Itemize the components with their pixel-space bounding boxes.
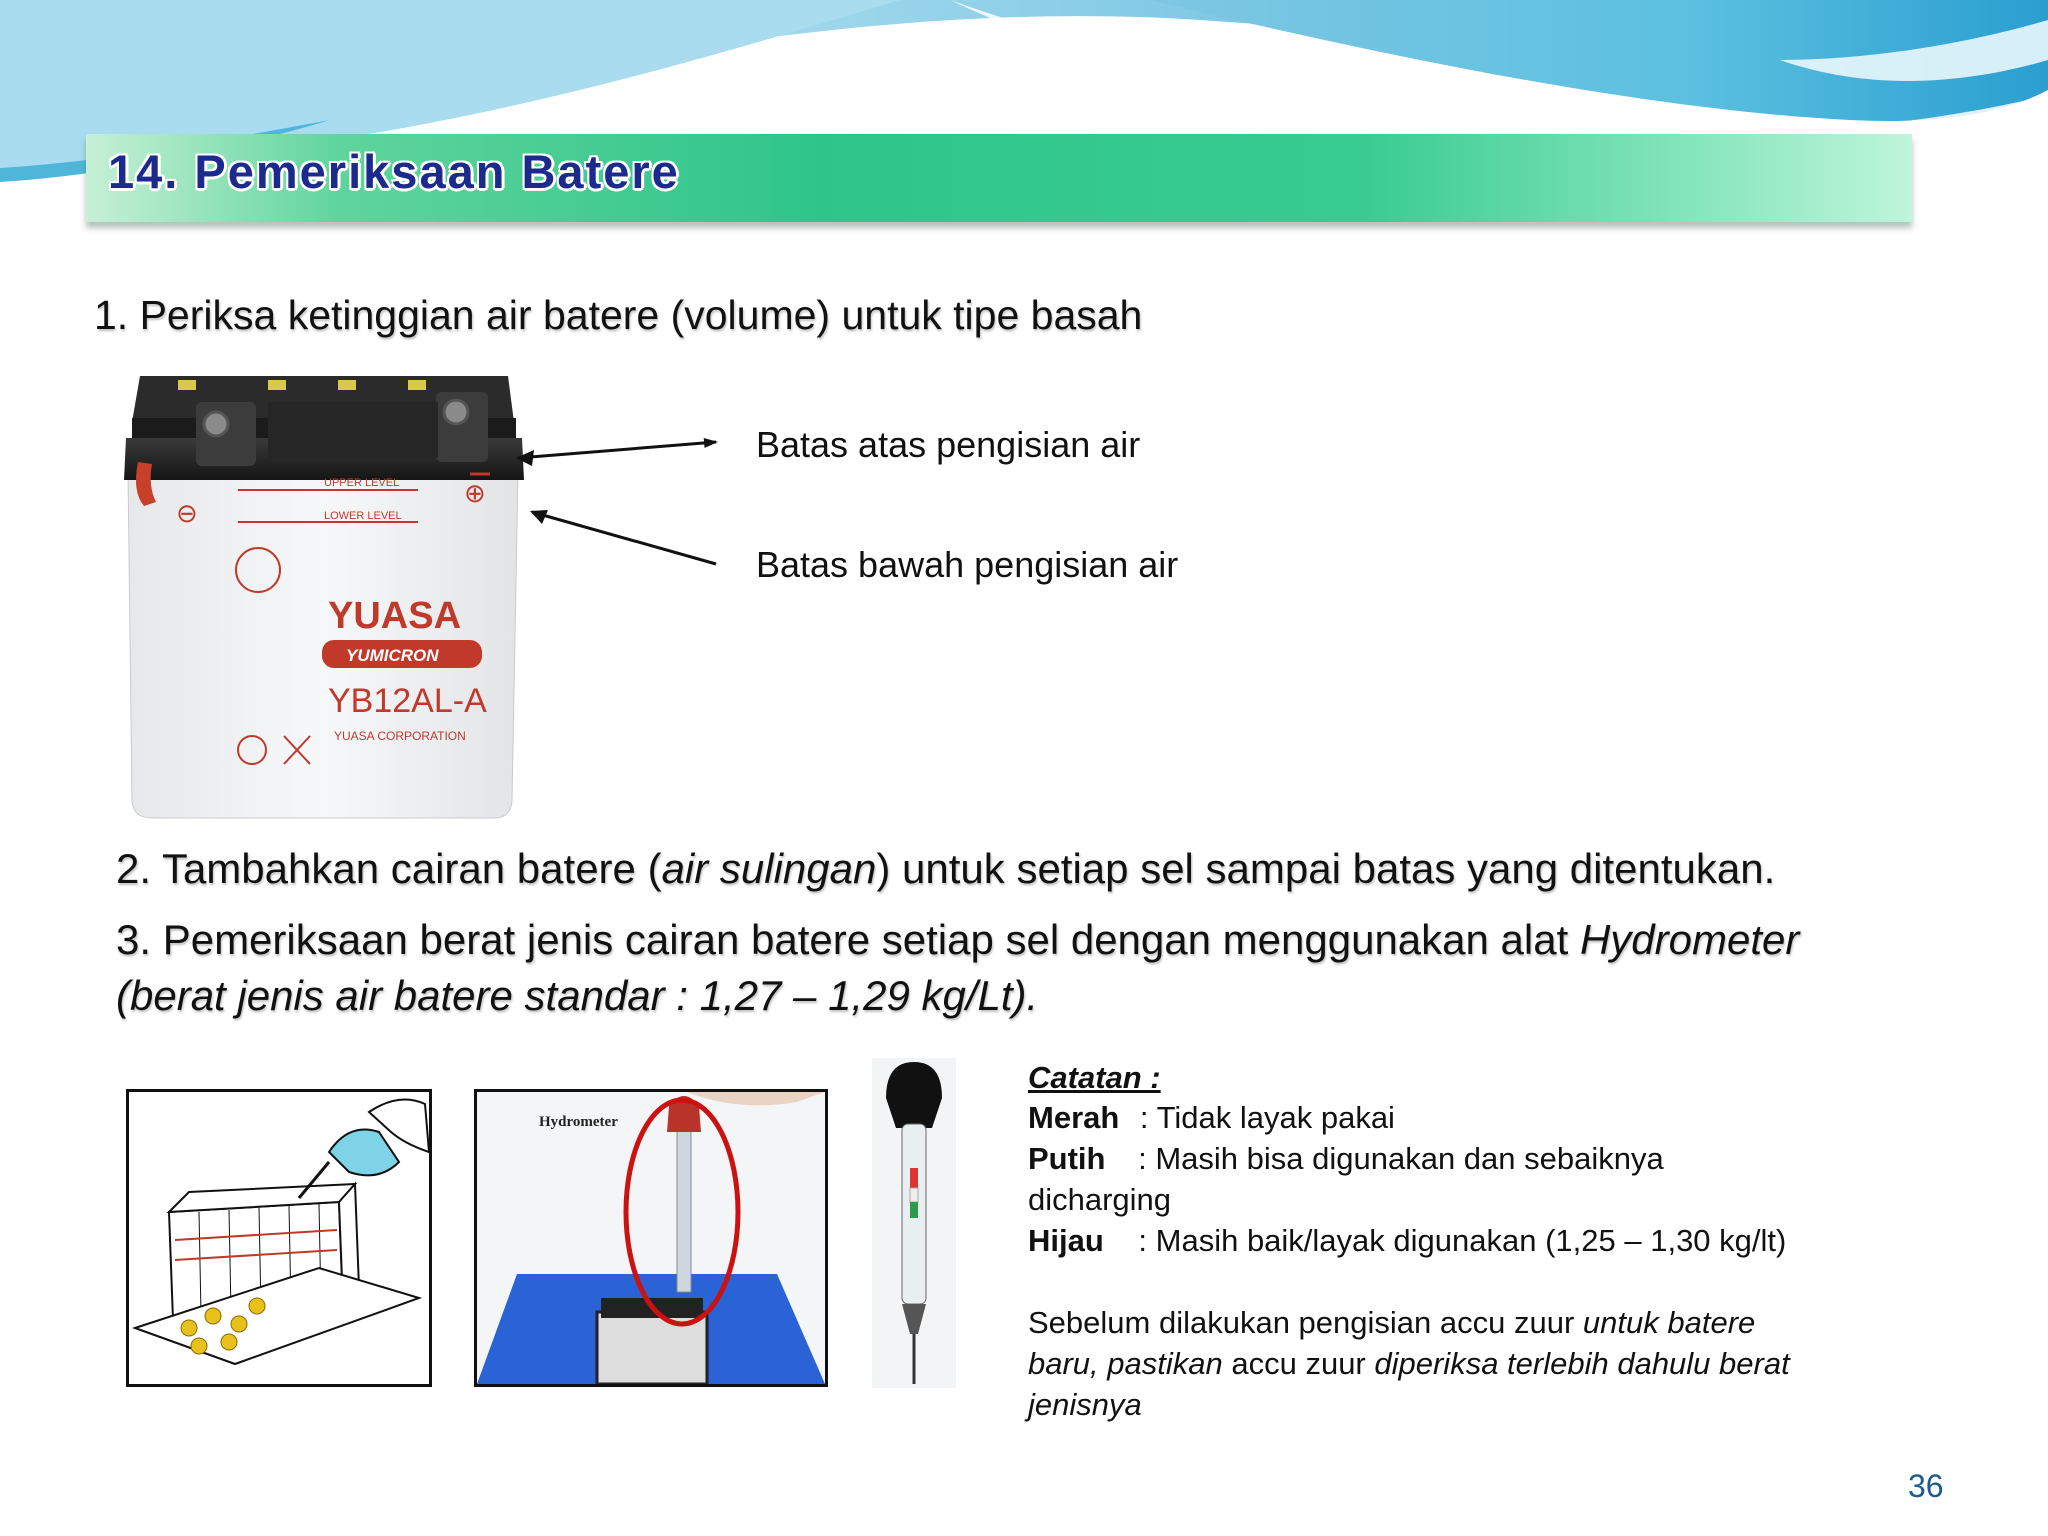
step-3-line-1 [116, 916, 1799, 964]
lower-level-text: LOWER LEVEL [324, 510, 402, 522]
battery-image [118, 362, 538, 824]
arrow-upper-level [518, 442, 716, 458]
hydrometer-tool-image [872, 1058, 956, 1388]
upper-level-text: UPPER LEVEL [324, 477, 400, 489]
note-extra-l2-normal: accu zuur [1231, 1346, 1375, 1381]
step-2-after: ) untuk setiap sel sampai batas yang ditentukan. [876, 845, 1776, 892]
battery-filling-illustration [126, 1089, 432, 1387]
step-3-normal: 3. Pemeriksaan berat jenis cairan batere setiap sel dengan menggunakan alat [116, 916, 1580, 963]
note-merah-label: Merah [1028, 1100, 1120, 1135]
hydrometer-photo-label: Hydrometer [539, 1114, 618, 1130]
note-extra-l1-italic: untuk batere [1582, 1305, 1756, 1340]
note-putih-text: : Masih bisa digunakan dan sebaiknya [1129, 1141, 1664, 1176]
note-merah-text: : Tidak layak pakai [1131, 1100, 1395, 1135]
note-extra-line-2 [1028, 1346, 1790, 1382]
note-putih-label: Putih [1028, 1141, 1106, 1176]
battery-brand: YUASA [328, 595, 462, 637]
note-hijau-text: : Masih baik/layak digunakan (1,25 – 1,30 kg/lt) [1129, 1223, 1787, 1258]
note-extra-l1-normal: Sebelum dilakukan pengisian accu zuur [1028, 1305, 1583, 1340]
plus-terminal-icon: ⊕ [464, 478, 486, 508]
step-2-italic: air sulingan [661, 845, 877, 892]
step-2-before: 2. Tambahkan cairan batere ( [116, 845, 662, 892]
step-3-line-2: (berat jenis air batere standar : 1,27 – 1,29 kg/Lt). [116, 972, 1039, 1019]
battery-model: YB12AL-A [328, 682, 487, 720]
arrow-lower-level [532, 512, 716, 564]
step-1-text: 1. Periksa ketinggian air batere (volume) untuk tipe basah [94, 292, 1143, 338]
note-putih-cont: dicharging [1028, 1182, 1172, 1217]
battery-corporation: YUASA CORPORATION [334, 729, 466, 743]
battery-sub-brand: YUMICRON [346, 646, 439, 665]
page-number: 36 [1908, 1468, 1944, 1504]
note-extra-l2-italic-a: baru, pastikan [1028, 1346, 1232, 1381]
step-3-italic: Hydrometer [1579, 916, 1800, 963]
note-hijau [1028, 1223, 1786, 1259]
page-title: 14. Pemeriksaan Batere [108, 145, 680, 198]
note-merah [1028, 1100, 1395, 1136]
note-putih [1028, 1141, 1664, 1177]
note-extra-line-1 [1028, 1305, 1755, 1341]
note-hijau-label: Hijau [1028, 1223, 1104, 1258]
note-extra-l2-italic-b: diperiksa terlebih dahulu berat [1374, 1346, 1790, 1381]
label-lower-level: Batas bawah pengisian air [756, 544, 1179, 585]
label-upper-level: Batas atas pengisian air [756, 424, 1141, 465]
minus-terminal-icon: ⊖ [176, 498, 198, 528]
title-bar [86, 134, 1912, 222]
hydrometer-photo [474, 1089, 828, 1387]
note-extra-line-3: jenisnya [1028, 1387, 1142, 1422]
step-2-text [116, 845, 1775, 893]
notes-heading: Catatan : [1028, 1060, 1161, 1095]
